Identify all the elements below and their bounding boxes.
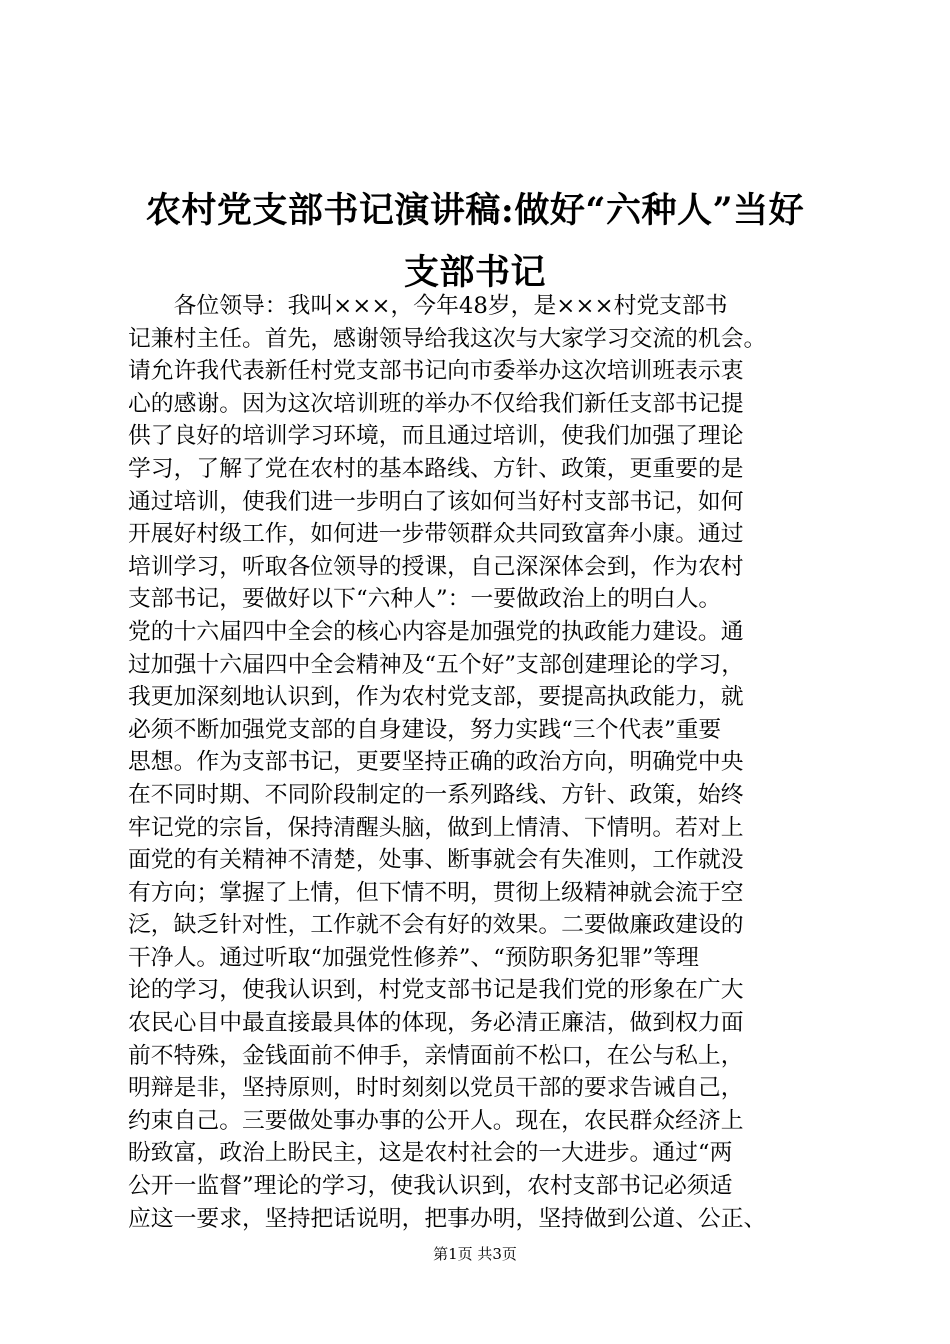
body-line: 有方向；掌握了上情，但下情不明，贯彻上级精神就会流于空 <box>128 879 744 906</box>
body-line: 必须不断加强党支部的自身建设，努力实践“三个代表”重要 <box>128 716 722 743</box>
body-line: 明辩是非，坚持原则，时时刻刻以党员干部的要求告诫自己， <box>128 1075 744 1102</box>
body-line: 记兼村主任。首先，感谢领导给我这次与大家学习交流的机会。 <box>128 325 767 352</box>
body-line: 公开一监督”理论的学习，使我认识到，农村支部书记必须适 <box>128 1173 733 1200</box>
body-line: 盼致富，政治上盼民主，这是农村社会的一大进步。通过“两 <box>128 1140 733 1167</box>
body-line: 学习，了解了党在农村的基本路线、方针、政策，更重要的是 <box>128 455 744 482</box>
document-title <box>118 180 832 304</box>
body-line: 请允许我代表新任村党支部书记向市委举办这次培训班表示衷 <box>128 358 744 385</box>
body-line: 思想。作为支部书记，更要坚持正确的政治方向，明确党中央 <box>128 749 744 776</box>
body-line: 心的感谢。因为这次培训班的举办不仅给我们新任支部书记提 <box>128 390 744 417</box>
body-line: 我更加深刻地认识到，作为农村党支部，要提高执政能力，就 <box>128 684 744 711</box>
body-line: 在不同时期、不同阶段制定的一系列路线、方针、政策，始终 <box>128 781 744 808</box>
body-line: 培训学习，听取各位领导的授课，自己深深体会到，作为农村 <box>128 553 744 580</box>
body-line: 通过培训，使我们进一步明白了该如何当好村支部书记，如何 <box>128 488 744 515</box>
body-line: 过加强十六届四中全会精神及“五个好”支部创建理论的学习， <box>128 651 745 678</box>
body-line: 供了良好的培训学习环境，而且通过培训，使我们加强了理论 <box>128 423 744 450</box>
body-line: 应这一要求，坚持把话说明，把事办明，坚持做到公道、公正、 <box>128 1205 767 1232</box>
body-line: 各位领导：我叫×××，今年48岁，是×××村党支部书 <box>128 293 728 319</box>
page-number-footer: 第1页 共3页 <box>433 1245 517 1263</box>
body-line: 前不特殊，金钱面前不伸手，亲情面前不松口，在公与私上， <box>128 1042 744 1069</box>
document-title-line-1: 农村党支部书记演讲稿:做好“六种人”当好 <box>145 190 805 231</box>
document-title-line-2: 支部书记 <box>403 252 546 293</box>
body-line: 约束自己。三要做处事办事的公开人。现在，农民群众经济上 <box>128 1107 744 1134</box>
body-line: 干净人。通过听取“加强党性修养”、“预防职务犯罪”等理 <box>128 944 699 971</box>
body-line: 面党的有关精神不清楚，处事、断事就会有失准则，工作就没 <box>128 847 744 874</box>
body-line: 泛，缺乏针对性，工作就不会有好的效果。二要做廉政建设的 <box>128 912 744 939</box>
body-line: 论的学习，使我认识到，村党支部书记是我们党的形象在广大 <box>128 977 744 1004</box>
body-line: 牢记党的宗旨，保持清醒头脑，做到上情清、下情明。若对上 <box>128 814 744 841</box>
document-body <box>128 290 832 1235</box>
body-line: 开展好村级工作，如何进一步带领群众共同致富奔小康。通过 <box>128 521 744 548</box>
body-line: 支部书记，要做好以下“六种人”：一要做政治上的明白人。 <box>128 586 722 613</box>
body-line: 农民心目中最直接最具体的体现，务必清正廉洁，做到权力面 <box>128 1010 744 1037</box>
body-line: 党的十六届四中全会的核心内容是加强党的执政能力建设。通 <box>128 618 744 645</box>
